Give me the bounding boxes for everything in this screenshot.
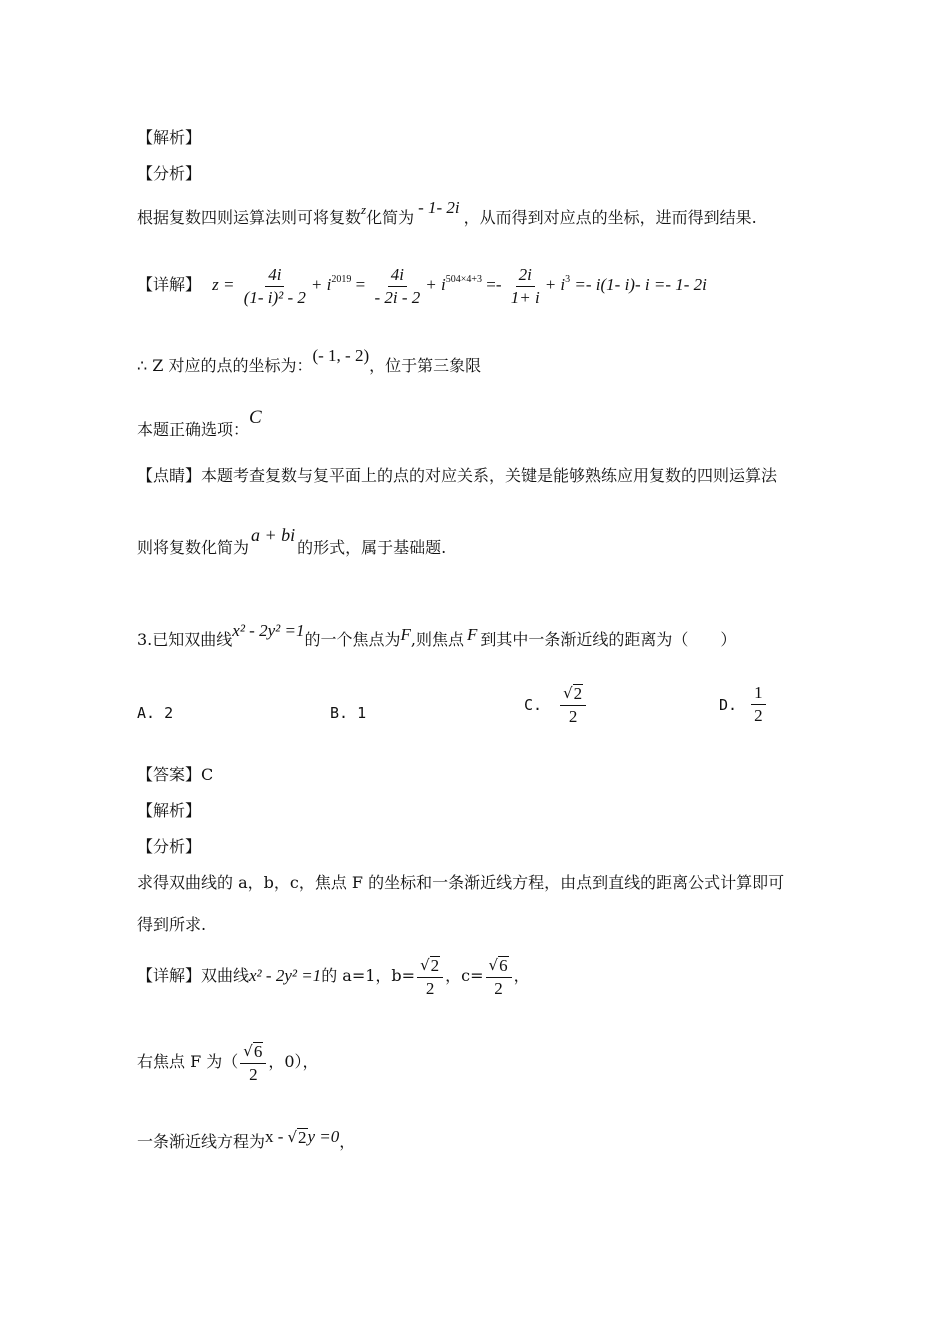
dianjing-pre: 则将复数化简为 bbox=[137, 538, 250, 557]
q3-fenxi-heading: 【分析】 bbox=[137, 837, 202, 856]
q3-detail-end: ， bbox=[513, 966, 530, 985]
plus-i-1: + i bbox=[310, 275, 332, 294]
asym-sqrt bbox=[287, 1128, 307, 1147]
detail-line bbox=[137, 258, 707, 310]
detail-formula bbox=[212, 258, 707, 307]
focus-post: ，0）， bbox=[268, 1052, 319, 1071]
asym-x: x - bbox=[265, 1127, 284, 1146]
therefore-line bbox=[137, 346, 482, 376]
analysis-text-post: ，从而得到对应点的坐标，进而得到结果. bbox=[463, 208, 757, 227]
asym-pre: 一条渐近线方程为 bbox=[137, 1132, 266, 1151]
option-c-num: √ 2 bbox=[560, 684, 586, 706]
dianjing-line-2 bbox=[137, 525, 447, 558]
q3-pre: 3.已知双曲线 bbox=[137, 630, 233, 649]
fraction-1-num: 4i bbox=[265, 266, 284, 287]
math-result: - 1- 2i bbox=[418, 198, 460, 217]
dianjing-post: 的形式，属于基础题. bbox=[297, 538, 447, 557]
q3-detail-a: 的 a=1，b= bbox=[321, 966, 416, 985]
asym-rest: y =0 bbox=[307, 1127, 340, 1146]
option-d-frac bbox=[751, 684, 766, 725]
therefore-post: ，位于第三象限 bbox=[369, 356, 482, 375]
option-c-den: 2 bbox=[568, 707, 578, 726]
detail-tail: =- i(1- i)- i =- 1- 2i bbox=[574, 275, 707, 294]
q3-b-num: 2 bbox=[430, 955, 440, 975]
jiexi-heading: 【解析】 bbox=[137, 128, 202, 147]
correct-line bbox=[137, 407, 262, 440]
q3-c-num: 6 bbox=[499, 955, 508, 975]
q3-analysis-2: 得到所求. bbox=[137, 915, 207, 934]
correct-label: 本题正确选项： bbox=[137, 420, 250, 439]
q3-detail-pre: 【详解】双曲线 bbox=[137, 966, 250, 985]
plus-i-3: + i bbox=[544, 275, 566, 294]
fenxi-heading: 【分析】 bbox=[137, 164, 202, 183]
q3-detail-eq: x² - 2y² =1 bbox=[249, 966, 322, 985]
fraction-1-den: (1- i)² - 2 bbox=[243, 287, 306, 307]
analysis-text-mid: 化简为 bbox=[366, 208, 415, 227]
answer-line: 【答案】C bbox=[137, 765, 214, 784]
sqrt-icon: √ bbox=[420, 955, 430, 974]
point-coord: (- 1, - 2) bbox=[312, 346, 370, 365]
focus-num: 6 bbox=[253, 1041, 263, 1061]
q3-detail-c: ，c= bbox=[445, 966, 484, 985]
math-z-eq: z = bbox=[212, 275, 235, 294]
option-d bbox=[719, 684, 768, 725]
equals-2: =- bbox=[486, 275, 502, 294]
sqrt-icon: √ bbox=[488, 955, 499, 974]
sqrt-icon: √ bbox=[243, 1041, 253, 1060]
focus-line bbox=[137, 1038, 319, 1088]
fraction-3 bbox=[508, 266, 543, 307]
q3-b-frac bbox=[417, 956, 443, 998]
focus-den: 2 bbox=[249, 1064, 258, 1084]
therefore-pre: ∴ Z 对应的点的坐标为： bbox=[137, 356, 313, 375]
option-a: A. 2 bbox=[137, 704, 174, 722]
sqrt-icon: √ bbox=[563, 684, 573, 702]
q3-F1: F bbox=[400, 625, 411, 644]
option-d-den: 2 bbox=[754, 706, 763, 725]
q3-mid2: ,则焦点 bbox=[410, 630, 464, 649]
correct-value: C bbox=[249, 407, 262, 428]
fraction-2 bbox=[371, 266, 423, 307]
option-c-frac bbox=[560, 684, 586, 726]
fraction-3-num: 2i bbox=[516, 266, 535, 287]
exp-2019: 2019 bbox=[331, 274, 352, 285]
fraction-1 bbox=[241, 266, 309, 307]
asym-rad: 2 bbox=[298, 1128, 307, 1147]
option-c-label: C. bbox=[524, 696, 543, 714]
dianjing-expr: a + bi bbox=[251, 525, 296, 545]
asym-end: ， bbox=[339, 1132, 356, 1151]
q3-detail-line bbox=[137, 952, 530, 1002]
math-z: z bbox=[361, 202, 367, 217]
focus-pre: 右焦点 F 为（ bbox=[137, 1052, 239, 1071]
fraction-3-den: 1+ i bbox=[510, 287, 540, 307]
exp-504: 504×4+3 bbox=[445, 274, 482, 285]
equals-1: = bbox=[355, 275, 366, 294]
asymptote-line bbox=[137, 1127, 356, 1152]
q3-mid1: 的一个焦点为 bbox=[304, 630, 401, 649]
q3-stem bbox=[137, 621, 737, 650]
q3-c-den: 2 bbox=[494, 978, 503, 998]
exp-3: 3 bbox=[565, 274, 571, 285]
plus-i-2: + i bbox=[425, 275, 446, 294]
q3-b-den: 2 bbox=[425, 978, 435, 998]
detail-label: 【详解】 bbox=[137, 275, 202, 294]
option-d-label: D. bbox=[719, 695, 738, 714]
fraction-2-num: 4i bbox=[388, 266, 407, 287]
analysis-text-pre: 根据复数四则运算法则可将复数 bbox=[137, 208, 362, 227]
q3-c-frac bbox=[486, 956, 512, 998]
q3-equation: x² - 2y² =1 bbox=[232, 621, 305, 640]
q3-jiexi-heading: 【解析】 bbox=[137, 801, 202, 820]
sqrt-icon: √ bbox=[287, 1128, 297, 1146]
analysis-line-1 bbox=[137, 198, 757, 229]
q3-post: 到其中一条渐近线的距离为（ ） bbox=[480, 630, 737, 649]
dianjing-line-1: 【点睛】本题考查复数与复平面上的点的对应关系，关键是能够熟练应用复数的四则运算法 bbox=[137, 466, 778, 485]
focus-frac bbox=[240, 1042, 266, 1084]
option-c bbox=[524, 684, 588, 726]
option-b: B. 1 bbox=[330, 704, 367, 722]
option-d-num: 1 bbox=[751, 684, 766, 705]
fraction-2-den: - 2i - 2 bbox=[374, 287, 421, 307]
q3-F2: F bbox=[466, 625, 478, 644]
q3-analysis-1: 求得双曲线的 a，b，c，焦点 F 的坐标和一条渐近线方程，由点到直线的距离公式计算即可 bbox=[137, 873, 785, 892]
